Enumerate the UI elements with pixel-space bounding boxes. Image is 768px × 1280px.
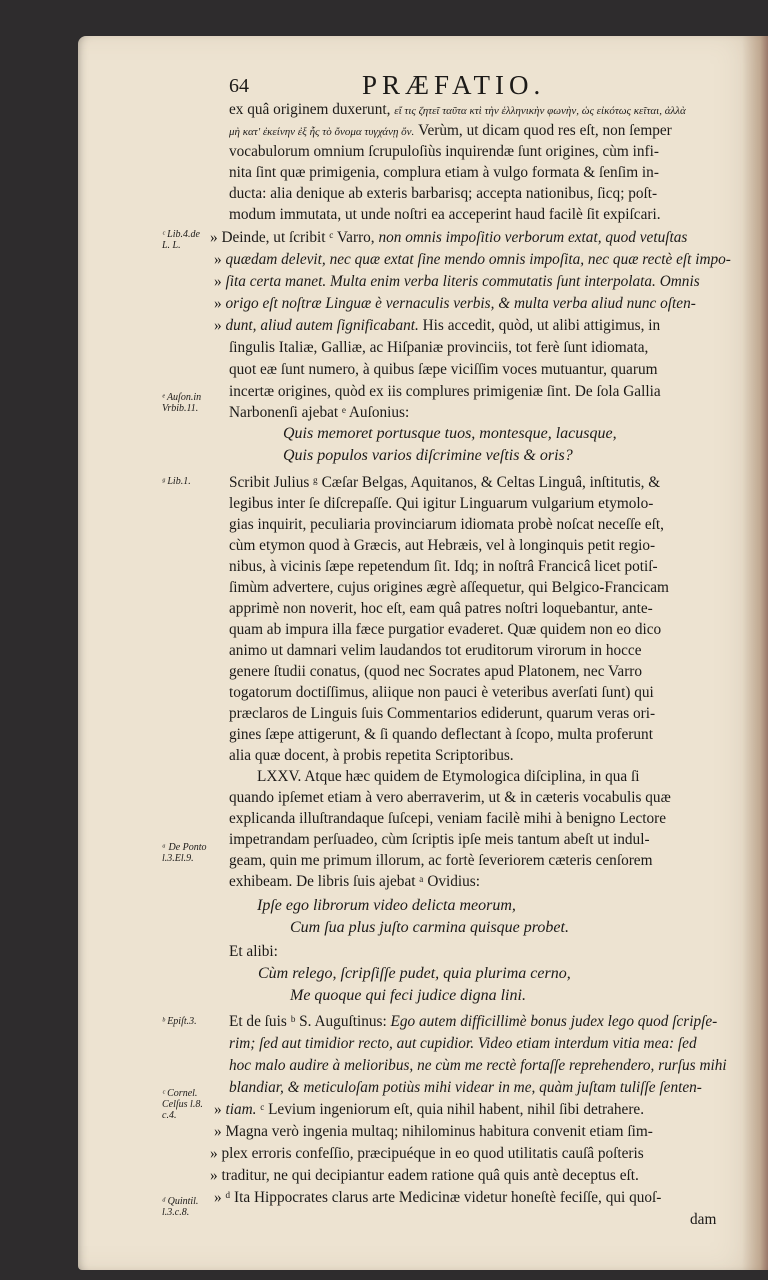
text-line: hoc malo audire à melioribus, ne cùm me rectè fortaſſe reprehendero, rurſus mihi: [229, 1057, 727, 1074]
text-line: » quædam delevit, nec quæ extat ſine mendo omnis impoſita, nec quæ rectè eſt impo-: [214, 251, 731, 268]
verse-line: Cum ſua plus juſto carmina quisque probet.: [290, 919, 569, 936]
text-line: præclaros de Linguis ſuis Commentarios ediderunt, quarum veras ori-: [229, 705, 656, 722]
verse-line: Cùm relego, ſcripſiſſe pudet, quia plurima cerno,: [258, 965, 571, 982]
text-line: vocabulorum omnium ſcrupuloſiùs inquirendæ ſunt origines, cùm infi-: [229, 143, 659, 160]
text-line: legibus inter ſe diſcrepaſſe. Qui igitur Linguarum vulgarium etymolo-: [229, 495, 654, 512]
text-line: Et alibi:: [229, 943, 278, 960]
margin-note: ᵃ De Ponto l.3.El.9.: [162, 842, 207, 864]
margin-note: ᵍ Lib.1.: [162, 476, 191, 487]
text-line: geam, quin me primum illorum, ac fortè ſeveriorem cæteris cenſorem: [229, 852, 653, 869]
text-line: genere ſtudii conatus, (quod nec Socrates apud Platonem, nec Varro: [229, 663, 643, 680]
text-line: » ᵈ Ita Hippocrates clarus arte Medicinæ videtur honeſtè feciſſe, qui quoſ-: [214, 1189, 662, 1206]
text-line: quam ab impura illa fæce purgatior evaderet. Quæ quidem non eo dico: [229, 621, 662, 638]
text-line: » tiam. ᶜ Levium ingeniorum eſt, quia nihil habent, nihil ſibi detrahere.: [214, 1101, 645, 1118]
page-edge-shadow: [742, 36, 768, 1270]
text-line: ex quâ originem duxerunt, εἴ τις ζητεῖ ταῦτα κτὶ τὴν ἑλληνικὴν φωνὴν, ὡς εἰκότως κεῖται, ἀλλὰ: [229, 101, 686, 118]
text-line: cùm etymon quod à Græcis, aut Hebræis, vel à longinquis petit regio-: [229, 537, 656, 554]
text-line: impetrandam perſuadeo, cùm ſcriptis ipſe meis tantum abeſt ut indul-: [229, 831, 650, 848]
verse-line: Quis memoret portusque tuos, montesque, lacusque,: [283, 425, 617, 442]
margin-note: ᶜ Lib.4.de L. L.: [162, 229, 200, 251]
text-line: apprimè non noverit, hoc eſt, eam quâ patres noſtri loquebantur, ante-: [229, 600, 653, 617]
text-line: incertæ origines, quòd ex iis complures primigeniæ ſint. De ſola Gallia: [229, 383, 661, 400]
text-line: gines ſæpe attigerunt, & ſi quando deflectant à ſcopo, multa proferunt: [229, 726, 653, 743]
margin-note: ᶜ Cornel. Celſus l.8. c.4.: [162, 1088, 203, 1121]
text-line: » ſita certa manet. Multa enim verba literis commutatis ſunt interpolata. Omnis: [214, 273, 700, 290]
text-line: animo ut damnari velim laudandos tot eruditorum virorum in hocce: [229, 642, 642, 659]
text-line: blandiar, & meticuloſam potiùs mihi videar in me, quàm juſtam tuliſſe ſenten-: [229, 1079, 702, 1096]
margin-note: ᵈ Quintil. l.3.c.8.: [162, 1196, 199, 1218]
text-line: exhibeam. De libris ſuis ajebat ᵃ Ovidius:: [229, 873, 481, 890]
text-line: togatorum doctiſſimus, aliique non pauci è veteribus averſati ſunt) qui: [229, 684, 654, 701]
running-title: PRÆFATIO.: [362, 70, 546, 100]
text-line: quot eæ ſunt numero, à quibus ſæpe viciſſim voces mutuantur, quarum: [229, 361, 658, 378]
section-start-line: LXXV. Atque hæc quidem de Etymologica diſciplina, in qua ſi: [257, 768, 640, 785]
margin-note: ᵉ Auſon.in Vrbib.11.: [162, 392, 202, 414]
text-line: » Magna verò ingenia multaq; nihilominus habitura convenit etiam ſim-: [214, 1123, 653, 1140]
text-line: modum immutata, ut unde noſtri ea acceperint haud facilè ſit expiſcari.: [229, 206, 661, 223]
text-line: ſimùm advertere, cujus origines ægrè aſſequetur, qui Belgico-Francicam: [229, 579, 669, 596]
verse-line: Quis populos varios diſcrimine veſtis & oris?: [283, 447, 573, 464]
verse-line: Ipſe ego librorum video delicta meorum,: [257, 897, 516, 914]
text-line: rim; ſed aut timidior recto, aut cupidior. Video etiam interdum vitia mea: ſed: [229, 1035, 697, 1052]
text-line: » plex erroris confeſſio, præcipuéque in eo quod utilitatis cauſâ poſteris: [210, 1145, 644, 1162]
text-line: ducta: alia denique ab exteris barbarisq; accepta nationibus, ſicq; poſt-: [229, 185, 658, 202]
text-line: Et de ſuis ᵇ S. Auguſtinus: Ego autem difficillimè bonus judex lego quod ſcripſe-: [229, 1013, 718, 1030]
page-number: 64: [229, 75, 249, 97]
text-line: nibus, à vicinis ſæpe repetendum ſit. Idq; in noſtrâ Francicâ licet potiſ-: [229, 558, 658, 575]
text-line: μὴ κατ' ἐκείνην ἐξ ἧς τὸ ὄνομα τυγχάνῃ ὄν. Verùm, ut dicam quod res eſt, non ſemper: [229, 122, 672, 139]
text-line: ſingulis Italiæ, Galliæ, ac Hiſpaniæ provinciis, tot ferè ſunt idiomata,: [229, 339, 649, 356]
verse-line: Me quoque qui feci judice digna lini.: [290, 987, 526, 1004]
text-line: » Deinde, ut ſcribit ᶜ Varro, non omnis impoſitio verborum extat, quod vetuſtas: [210, 229, 688, 246]
text-line: Narbonenſi ajebat ᵉ Auſonius:: [229, 404, 410, 421]
text-line: » traditur, ne qui decipiantur eadem ratione quâ quis antè deceptus eſt.: [210, 1167, 639, 1184]
text-line: gias inquirit, peculiaria provinciarum idiomata probè noſcat neceſſe eſt,: [229, 516, 664, 533]
text-line: alia quæ docent, à probis repetita Scriptoribus.: [229, 747, 514, 764]
text-line: quando ipſemet etiam à vero aberraverim, ut & in cæteris vocabulis quæ: [229, 789, 671, 806]
text-line: Scribit Julius ᵍ Cæſar Belgas, Aquitanos, & Celtas Linguâ, inſtitutis, &: [229, 474, 661, 491]
text-line: » origo eſt noſtræ Linguæ è vernaculis verbis, & multa verba aliud nunc oſten-: [214, 295, 696, 312]
text-line: explicanda illuſtrandaque ſuſcepi, veniam facilè mihi à benigno Lectore: [229, 810, 667, 827]
text-line: nita ſint quæ primigenia, complura etiam à vulgo formata & ſenſim in-: [229, 164, 659, 181]
margin-note: ᵇ Epiſt.3.: [162, 1016, 197, 1027]
text-line: » dunt, aliud autem ſignificabant. His accedit, quòd, ut alibi attigimus, in: [214, 317, 661, 334]
catchword: dam: [690, 1211, 717, 1228]
